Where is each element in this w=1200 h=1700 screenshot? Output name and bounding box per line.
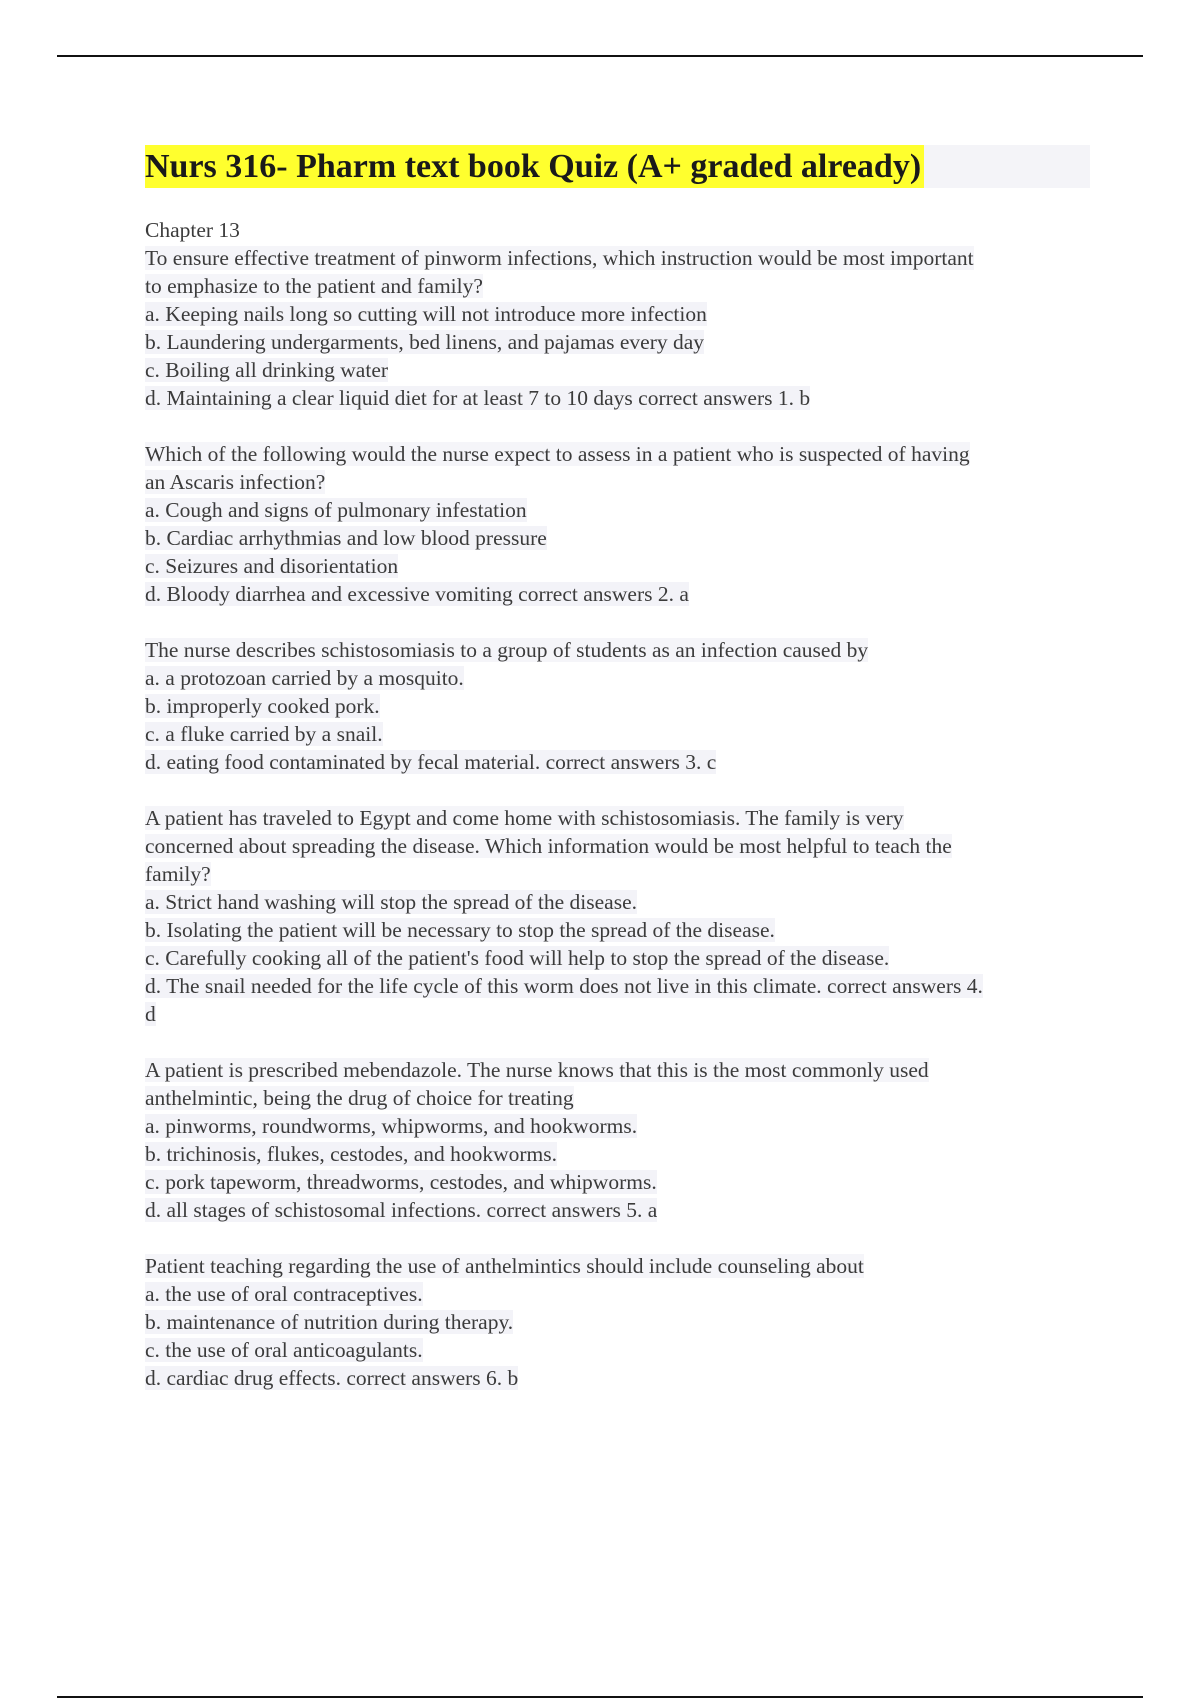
answer-option-text: a. a protozoan carried by a mosquito. [145,666,464,690]
answer-option-text: c. Carefully cooking all of the patient's food will help to stop the spread of the disease. [145,946,890,970]
question-block [145,636,1090,776]
question-stem-text: A patient has traveled to Egypt and come home with schistosomiasis. The family is very [145,806,904,830]
answer-option [145,944,1090,972]
answer-option [145,524,1090,552]
question-stem-line [145,832,1090,860]
bottom-rule [57,1696,1143,1698]
top-rule [57,55,1143,57]
answer-option [145,1168,1090,1196]
answer-option-text: a. Cough and signs of pulmonary infestation [145,498,527,522]
question-stem-text: an Ascaris infection? [145,470,326,494]
answer-option-text: d. eating food contaminated by fecal material. correct answers 3. c [145,750,717,774]
answer-option-text: a. Keeping nails long so cutting will not introduce more infection [145,302,707,326]
question-stem-text: Patient teaching regarding the use of anthelmintics should include counseling about [145,1254,864,1278]
answer-option [145,1280,1090,1308]
question-stem-text: Which of the following would the nurse expect to assess in a patient who is suspected of having [145,442,970,466]
answer-options [145,496,1090,608]
answer-option-text: d. cardiac drug effects. correct answers 6. b [145,1366,519,1390]
answer-option-text: b. improperly cooked pork. [145,694,380,718]
question-stem-line [145,804,1090,832]
answer-options [145,300,1090,412]
answer-option-text: d. all stages of schistosomal infections. correct answers 5. a [145,1198,658,1222]
answer-option-text: c. Boiling all drinking water [145,358,389,382]
question-stem [145,1056,1090,1112]
answer-option [145,692,1090,720]
question-stem [145,804,1090,888]
question-stem [145,636,1090,664]
question-block [145,804,1090,1028]
answer-option-text: d. Maintaining a clear liquid diet for at least 7 to 10 days correct answers 1. b [145,386,811,410]
answer-option-text: a. the use of oral contraceptives. [145,1282,423,1306]
question-stem [145,440,1090,496]
question-stem-text: A patient is prescribed mebendazole. The nurse knows that this is the most commonly used [145,1058,929,1082]
answer-option [145,384,1090,412]
answer-options [145,888,1090,1028]
question-block [145,1252,1090,1392]
answer-option-text: a. pinworms, roundworms, whipworms, and hookworms. [145,1114,638,1138]
answer-options [145,1280,1090,1392]
answer-option [145,1308,1090,1336]
answer-option [145,916,1090,944]
answer-option [145,1112,1090,1140]
answer-option [145,1364,1090,1392]
answer-option-text: d. Bloody diarrhea and excessive vomiting correct answers 2. a [145,582,689,606]
answer-option [145,1336,1090,1364]
question-block [145,440,1090,608]
question-stem-line [145,440,1090,468]
question-stem-line [145,1252,1090,1280]
question-block [145,1056,1090,1224]
question-stem-line [145,1056,1090,1084]
answer-option-text: b. Isolating the patient will be necessary to stop the spread of the disease. [145,918,775,942]
answer-option-text: c. pork tapeworm, threadworms, cestodes, and whipworms. [145,1170,657,1194]
answer-option [145,748,1090,776]
answer-option [145,1140,1090,1168]
question-stem-line [145,860,1090,888]
question-stem-text: To ensure effective treatment of pinworm infections, which instruction would be most important [145,246,974,270]
answer-option [145,1000,1090,1028]
answer-option-text: d. The snail needed for the life cycle of this worm does not live in this climate. correct answers 4. [145,974,983,998]
question-stem-line [145,1084,1090,1112]
question-stem-text: anthelmintic, being the drug of choice for treating [145,1086,574,1110]
answer-option [145,496,1090,524]
question-list [145,244,1090,1392]
answer-options [145,1112,1090,1224]
question-block [145,244,1090,412]
title-band [145,145,1090,188]
question-stem-text: family? [145,862,211,886]
question-stem-text: to emphasize to the patient and family? [145,274,483,298]
document-title: Nurs 316- Pharm text book Quiz (A+ graded already) [145,145,924,188]
answer-option-text: b. Laundering undergarments, bed linens, and pajamas every day [145,330,705,354]
question-stem-line [145,636,1090,664]
question-stem-line [145,244,1090,272]
answer-option-text: d [145,1002,156,1026]
answer-option-text: a. Strict hand washing will stop the spread of the disease. [145,890,638,914]
question-stem [145,1252,1090,1280]
answer-option-text: c. a fluke carried by a snail. [145,722,383,746]
answer-option-text: b. Cardiac arrhythmias and low blood pressure [145,526,547,550]
answer-option [145,580,1090,608]
answer-option-text: b. trichinosis, flukes, cestodes, and hookworms. [145,1142,558,1166]
answer-option-text: b. maintenance of nutrition during therapy. [145,1310,514,1334]
question-stem-text: The nurse describes schistosomiasis to a group of students as an infection caused by [145,638,869,662]
answer-option [145,720,1090,748]
answer-option [145,664,1090,692]
question-stem-line [145,272,1090,300]
question-stem-text: concerned about spreading the disease. Which information would be most helpful to teach the [145,834,952,858]
document-body [145,145,1090,1420]
question-stem [145,244,1090,300]
answer-option [145,888,1090,916]
chapter-heading: Chapter 13 [145,218,240,242]
answer-option [145,328,1090,356]
question-stem-line [145,468,1090,496]
answer-option-text: c. the use of oral anticoagulants. [145,1338,423,1362]
answer-option [145,356,1090,384]
answer-option [145,552,1090,580]
answer-option [145,1196,1090,1224]
answer-option-text: c. Seizures and disorientation [145,554,399,578]
answer-options [145,664,1090,776]
answer-option [145,300,1090,328]
answer-option [145,972,1090,1000]
